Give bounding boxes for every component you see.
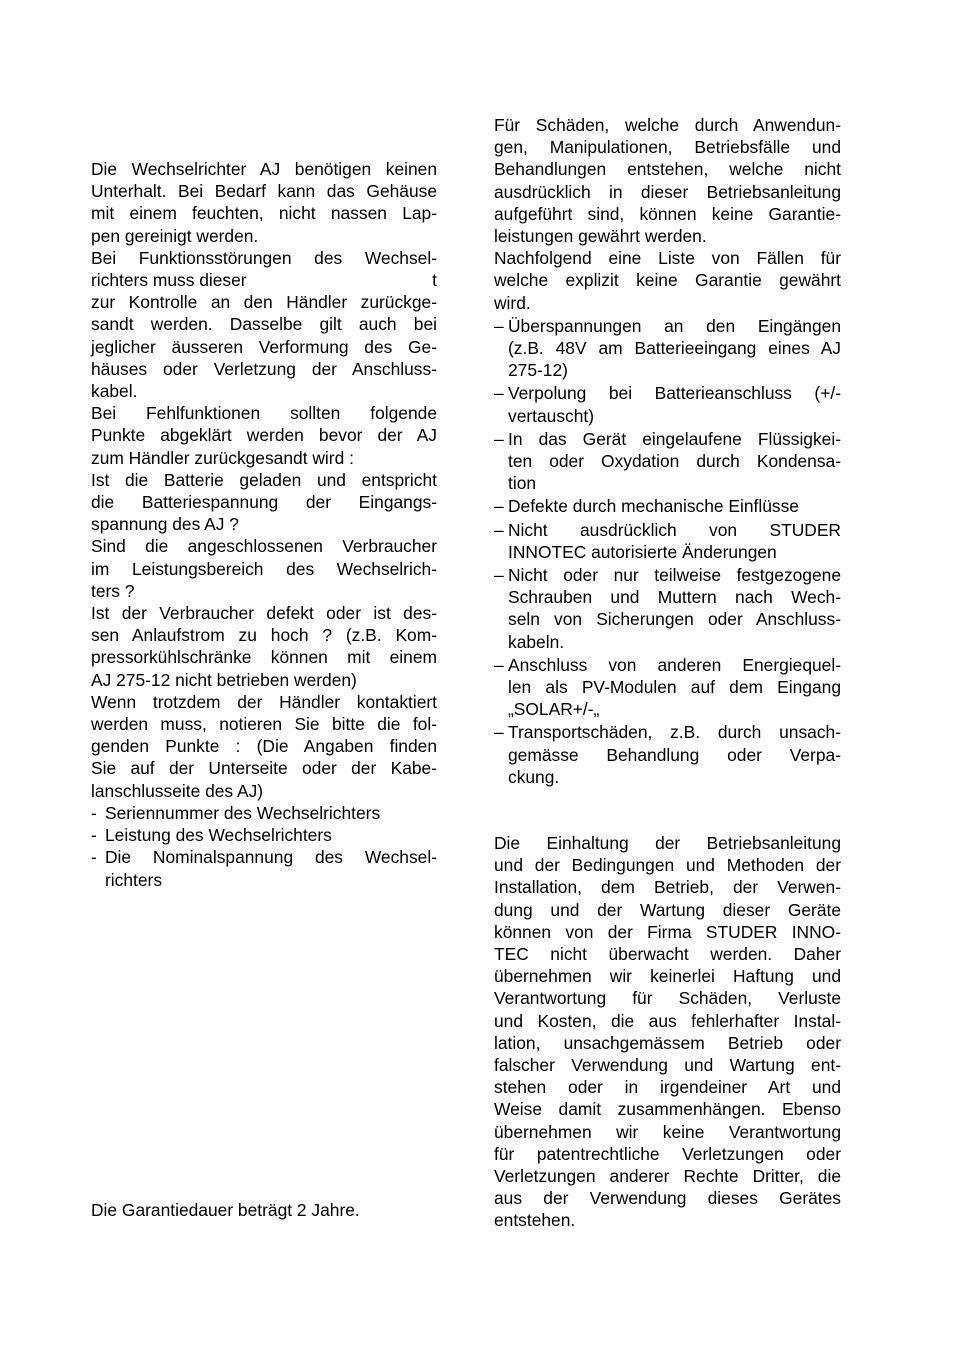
text-line: zum Händler zurückgesandt wird : — [91, 447, 354, 468]
text-line: ters ? — [91, 580, 135, 601]
text-line: Bei Funktionsstörungen des Wechsel- — [91, 247, 437, 268]
list-item — [494, 315, 841, 382]
text-line: pen gereinigt werden. — [91, 225, 259, 246]
text-line: Installation, dem Betrieb, der Verwen- — [494, 877, 841, 898]
text-line: Die Einhaltung der Betriebsanleitung — [494, 833, 841, 853]
list-item — [494, 519, 841, 563]
list-item — [494, 495, 841, 517]
text-line: Verpolung bei Batterieanschluss (+/- — [508, 383, 841, 404]
dash-marker: – — [494, 654, 504, 675]
text-line: ten oder Oxydation durch Kondensa- — [508, 451, 841, 472]
text-line: Ist der Verbraucher defekt oder ist des- — [91, 603, 437, 624]
list-item — [494, 382, 841, 426]
text-line: seln von Sicherungen oder Anschluss- — [508, 609, 841, 630]
text-line: jeglicher äusseren Verformung des Ge- — [91, 336, 437, 357]
text-line: Nachfolgend eine Liste von Fällen für — [494, 248, 841, 269]
text-line: Ist die Batterie geladen und entspricht — [91, 469, 437, 490]
text-line: ckung. — [508, 766, 560, 787]
text-line: häuses oder Verletzung der Anschluss- — [91, 358, 437, 379]
text-line: Defekte durch mechanische Einflüsse — [508, 496, 799, 517]
text-line: richters — [105, 869, 163, 890]
text-line: wird. — [494, 292, 531, 313]
text-line: Punkte abgeklärt werden bevor der AJ — [91, 425, 437, 446]
list-item — [494, 564, 841, 653]
list-item — [494, 721, 841, 788]
check-consumers-paragraph — [91, 535, 437, 602]
exclusion-list — [494, 315, 841, 788]
text-line: und der Bedingungen und Methoden der — [494, 855, 841, 876]
text-line: für patentrechtliche Verletzungen oder — [494, 1143, 841, 1164]
text-line: Weise damit zusammenhängen. Ebenso — [494, 1099, 841, 1120]
text-line: Schrauben und Muttern nach Wech- — [508, 587, 841, 608]
text-line: kabeln. — [508, 631, 565, 652]
text-line: lation, unsachgemässem Betrieb oder — [494, 1032, 841, 1053]
text-line: dung und der Wartung dieser Geräte — [494, 899, 841, 920]
text-line: spannung des AJ ? — [91, 514, 239, 535]
text-line: mit einem feuchten, nicht nassen Lap- — [91, 203, 437, 224]
text-line: werden muss, notieren Sie bitte die fol- — [91, 714, 437, 735]
text-line: Überspannungen an den Eingängen — [508, 315, 841, 336]
text-line: zur Kontrolle an den Händler zurückge- — [91, 292, 437, 313]
text-line: Verantwortung für Schäden, Verluste — [494, 988, 841, 1009]
text-line: ausdrücklich in dieser Betriebsanleitung — [494, 181, 841, 202]
text-line: Für Schäden, welche durch Anwendun- — [494, 115, 841, 135]
text-line: TEC nicht überwacht werden. Daher — [494, 944, 841, 965]
list-item — [91, 846, 437, 890]
text-line: übernehmen wir keine Verantwortung — [494, 1121, 841, 1142]
right-column — [494, 114, 841, 788]
text-line: Verletzungen anderer Rechte Dritter, die — [494, 1166, 841, 1187]
exclusion-intro-paragraph — [494, 114, 841, 247]
text-line: aus der Verwendung dieses Gerätes — [494, 1188, 841, 1209]
text-line: aufgeführt sind, können keine Garantie- — [494, 203, 841, 224]
text-line: Nicht oder nur teilweise festgezogene — [508, 565, 841, 586]
check-defect-paragraph — [91, 602, 437, 691]
text-line: Transportschäden, z.B. durch unsach- — [508, 722, 841, 743]
warranty-duration-block — [91, 1199, 437, 1221]
contact-intro-paragraph — [91, 691, 437, 802]
text-line: vertauscht) — [508, 405, 595, 426]
text-line: welche explizit keine Garantie gewährt — [494, 270, 841, 291]
list-item — [91, 824, 437, 846]
text-line: kabel. — [91, 381, 138, 402]
text-line: sandt werden. Dasselbe gilt auch bei — [91, 314, 437, 335]
text-line: Sind die angeschlossenen Verbraucher — [91, 536, 437, 557]
text-line — [91, 269, 437, 291]
text-line: (z.B. 48V am Batterieeingang eines AJ — [508, 338, 841, 359]
dash-marker: – — [494, 519, 504, 540]
text-fragment: richters muss dieser — [91, 270, 247, 291]
text-line: können von der Firma STUDER INNO- — [494, 921, 841, 942]
dash-marker: – — [494, 383, 504, 404]
liability-block — [494, 832, 841, 1232]
text-line: „SOLAR+/-„ — [508, 699, 600, 720]
list-item — [494, 428, 841, 495]
text-line: Sie auf der Unterseite oder der Kabe- — [91, 758, 437, 779]
list-intro-paragraph — [494, 247, 841, 314]
dash-marker: - — [91, 802, 97, 823]
dash-marker: – — [494, 315, 504, 336]
text-line: und Kosten, die aus fehlerhafter Instal- — [494, 1010, 841, 1031]
text-line: pressorkühlschränke können mit einem — [91, 647, 437, 668]
text-line: len als PV-Modulen auf dem Eingang — [508, 677, 841, 698]
maintenance-paragraph — [91, 158, 437, 247]
text-line: In das Gerät eingelaufene Flüssigkei- — [508, 428, 841, 449]
text-line: genden Punkte : (Die Angaben finden — [91, 736, 437, 757]
text-line: INNOTEC autorisierte Änderungen — [508, 541, 777, 562]
text-line: 275-12) — [508, 360, 568, 381]
text-line: im Leistungsbereich des Wechselrich- — [91, 558, 437, 579]
dash-marker: – — [494, 722, 504, 743]
text-line: entstehen. — [494, 1210, 576, 1231]
dash-marker: – — [494, 428, 504, 449]
text-line: stehen oder in irgendeiner Art und — [494, 1077, 841, 1098]
left-column — [91, 158, 437, 891]
text-line: die Batteriespannung der Eingangs- — [91, 492, 437, 513]
text-line: Bei Fehlfunktionen sollten folgende — [91, 403, 437, 424]
text-line: Nicht ausdrücklich von STUDER — [508, 519, 841, 540]
text-line: Seriennummer des Wechselrichters — [105, 802, 381, 823]
text-line: sen Anlaufstrom zu hoch ? (z.B. Kom- — [91, 625, 437, 646]
text-line: tion — [508, 473, 537, 494]
text-line: Anschluss von anderen Energiequel- — [508, 654, 841, 675]
malfunction-paragraph — [91, 247, 437, 402]
text-line: Behandlungen entstehen, welche nicht — [494, 159, 841, 180]
dash-marker: – — [494, 565, 504, 586]
dash-marker: - — [91, 825, 97, 846]
warranty-duration: Die Garantiedauer beträgt 2 Jahre. — [91, 1200, 360, 1220]
contact-list — [91, 802, 437, 891]
list-item — [91, 802, 437, 824]
dash-marker: - — [91, 847, 97, 868]
list-item — [494, 654, 841, 721]
text-line: gen, Manipulationen, Betriebsfälle und — [494, 137, 841, 158]
liability-paragraph — [494, 832, 841, 1232]
text-line: gemässe Behandlung oder Verpa- — [508, 744, 841, 765]
dash-marker: – — [494, 496, 504, 517]
text-line: Die Wechselrichter AJ benötigen keinen — [91, 159, 437, 179]
text-line: AJ 275-12 nicht betrieben werden) — [91, 669, 357, 690]
text-line: übernehmen wir keinerlei Haftung und — [494, 966, 841, 987]
checks-intro-paragraph — [91, 402, 437, 469]
text-line: falscher Verwendung und Wartung ent- — [494, 1055, 841, 1076]
text-line: Wenn trotzdem der Händler kontaktiert — [91, 691, 437, 712]
text-line: Unterhalt. Bei Bedarf kann das Gehäuse — [91, 181, 437, 202]
text-line: lanschlusseite des AJ) — [91, 780, 264, 801]
text-line: Leistung des Wechselrichters — [105, 825, 332, 846]
text-line: leistungen gewährt werden. — [494, 226, 707, 247]
check-battery-paragraph — [91, 469, 437, 536]
text-line: Die Nominalspannung des Wechsel- — [105, 847, 437, 868]
text-fragment: t — [432, 270, 437, 291]
